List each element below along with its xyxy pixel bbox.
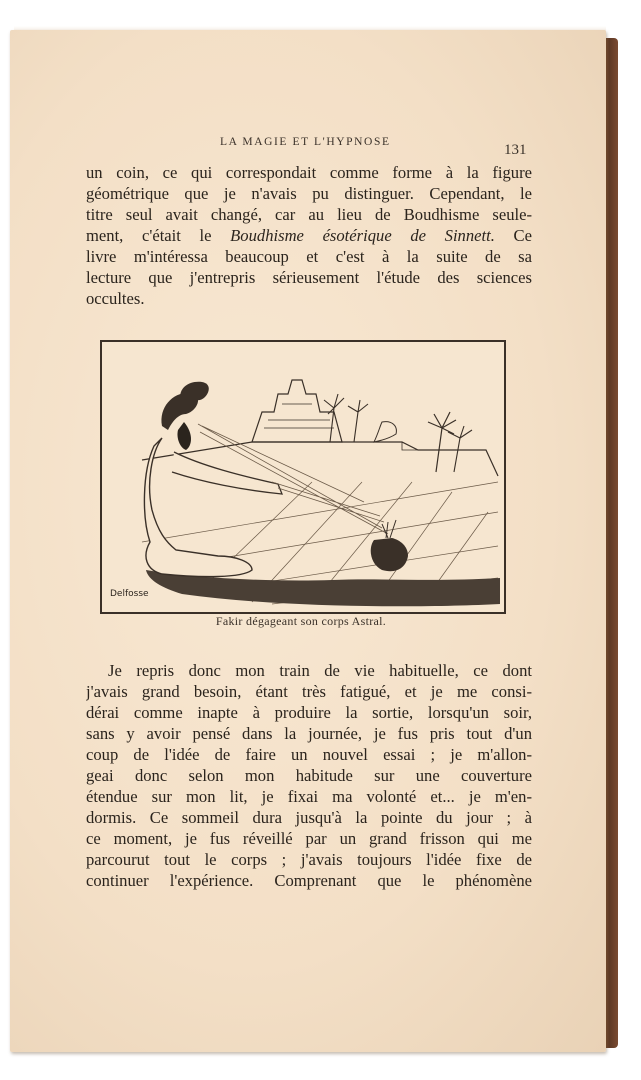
text-line: géométrique que je n'avais pu distinguer. Cependant, le: [86, 184, 532, 203]
text-line: Je repris donc mon train de vie habituelle, ce dont: [108, 661, 532, 680]
page-number: 131: [504, 142, 527, 158]
paragraph-1: [86, 162, 532, 309]
text-line: occultes.: [86, 289, 145, 308]
paragraph-2: [86, 660, 532, 891]
text-line: parcourut tout le corps ; j'avais toujours l'idée fixe de: [86, 850, 532, 869]
text-line: dormis. Ce sommeil dura jusqu'à la pointe du jour ; à: [86, 808, 532, 827]
text-line: geai donc selon mon habitude sur une couverture: [86, 766, 532, 785]
text-line: lecture que j'entrepris sérieusement l'étude des sciences: [86, 268, 532, 287]
text-line: j'avais grand besoin, étant très fatigué, et je me consi-: [86, 682, 532, 701]
text-line-end: Ce: [494, 226, 532, 245]
illustration-fakir: [100, 340, 506, 614]
text-line-with-title: [86, 225, 532, 246]
artist-signature: Delfosse: [110, 589, 149, 599]
text-line: un coin, ce qui correspondait comme forme à la figure: [86, 163, 532, 182]
text-line: livre m'intéressa beaucoup et c'est à la suite de sa: [86, 247, 532, 266]
text-line: ce moment, je fus réveillé par un grand frisson qui me: [86, 829, 532, 848]
text-line: étendue sur mon lit, je fixai ma volonté et... je m'en-: [86, 787, 532, 806]
running-head: LA MAGIE ET L'HYPNOSE: [220, 136, 391, 148]
text-line: titre seul avait changé, car au lieu de Boudhisme seule-: [86, 205, 532, 224]
illustration-drawing: [102, 342, 500, 608]
text-line: continuer l'expérience. Comprenant que le phénomène: [86, 871, 532, 890]
figure-caption: Fakir dégageant son corps Astral.: [215, 614, 387, 628]
book-page: [10, 30, 606, 1052]
text-line: dérai comme inapte à produire la sortie, lorsqu'un soir,: [86, 703, 532, 722]
text-line: ment, c'était le: [86, 226, 231, 245]
text-line: sans y avoir pensé dans la journée, je fus pris tout d'un: [86, 724, 532, 743]
book-title: Boudhisme ésotérique de Sinnett.: [230, 226, 495, 245]
text-line: coup de l'idée de faire un nouvel essai ; je m'allon-: [86, 745, 532, 764]
